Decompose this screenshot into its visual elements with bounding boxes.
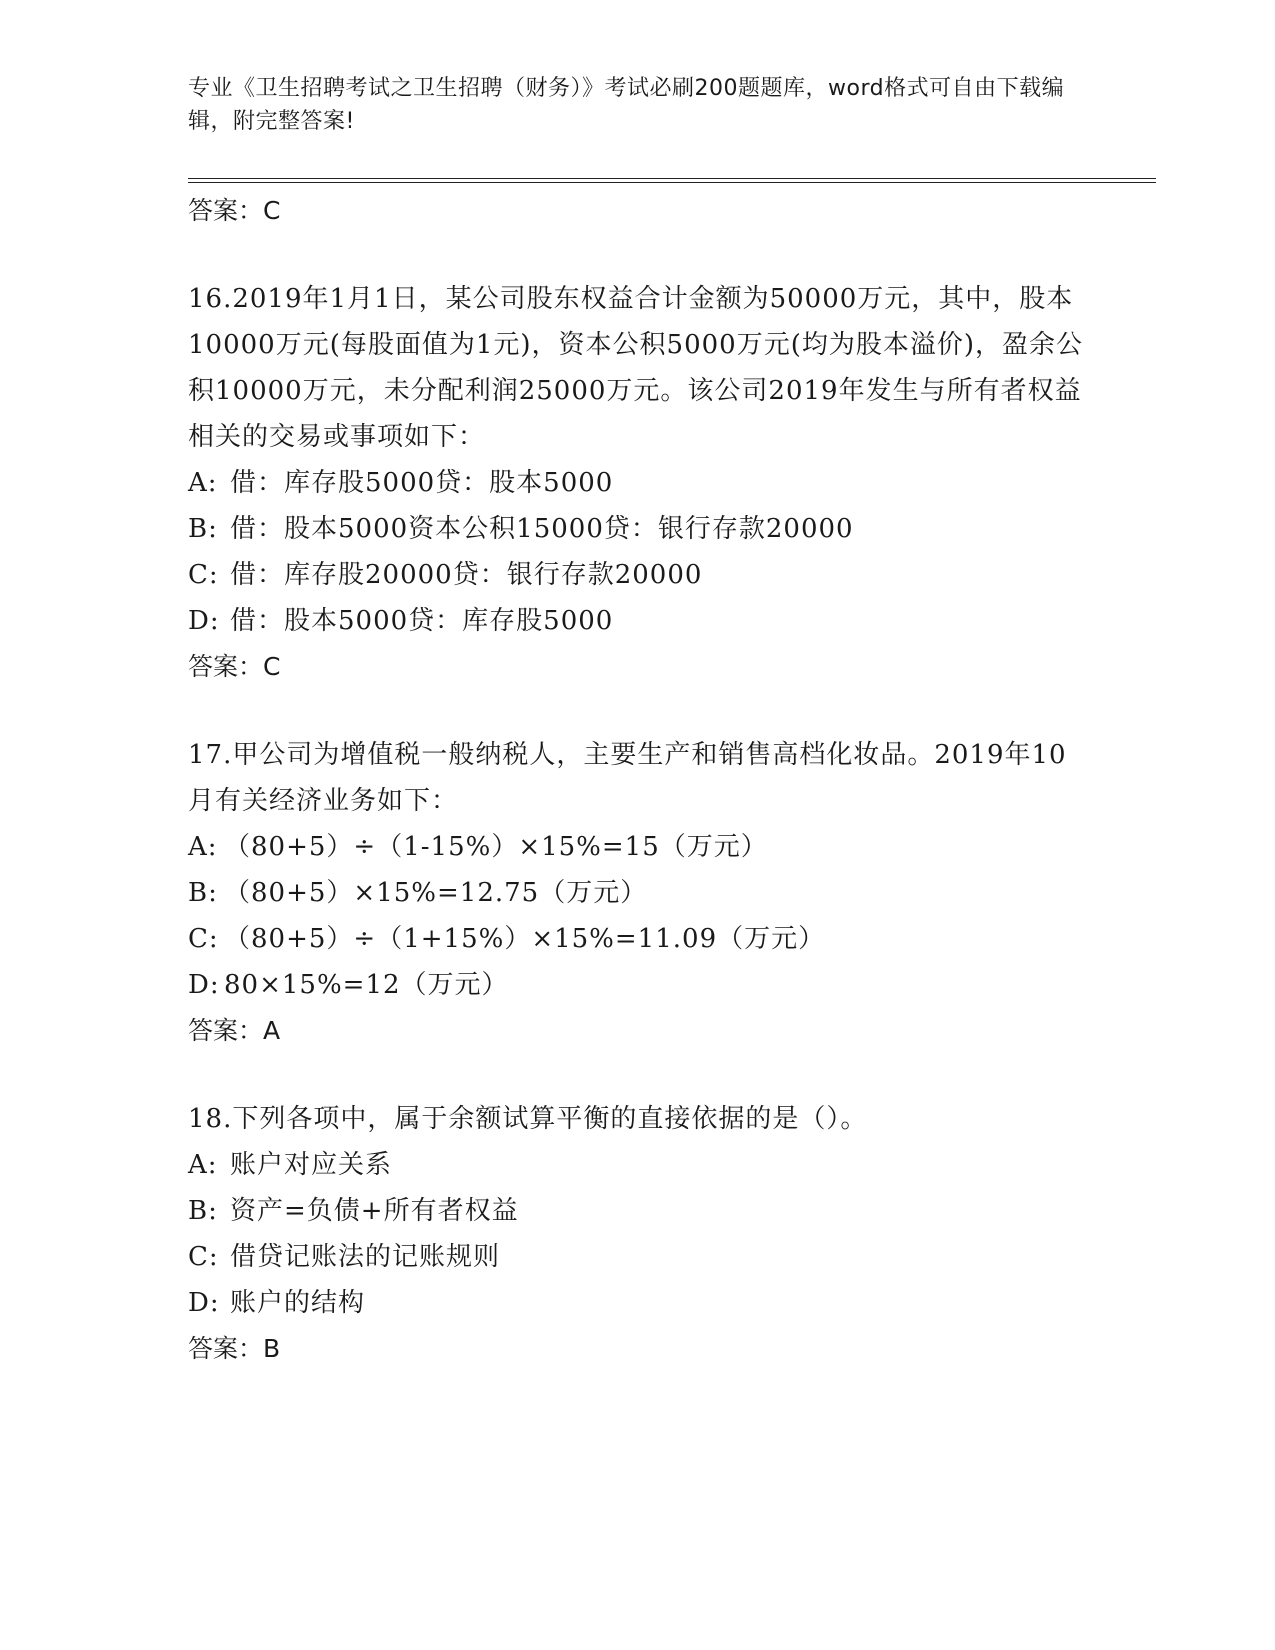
option-c bbox=[188, 552, 1088, 598]
option-label: C: bbox=[188, 1242, 219, 1272]
option-a bbox=[188, 824, 1088, 870]
document-header: 专业《卫生招聘考试之卫生招聘（财务）》考试必刷200题题库，word格式可自由下载编辑，附完整答案! bbox=[188, 76, 1065, 134]
question-list bbox=[188, 188, 1088, 1372]
option-label: B: bbox=[188, 514, 218, 544]
option-label: C: bbox=[188, 924, 219, 954]
option-label: A: bbox=[188, 1150, 218, 1180]
answer-line: 答案：A bbox=[188, 1016, 281, 1045]
option-text: 账户的结构 bbox=[230, 1288, 366, 1318]
answer-line: 答案：B bbox=[188, 1334, 281, 1363]
option-c bbox=[188, 1234, 1088, 1280]
option-c bbox=[188, 916, 1088, 962]
option-label: C: bbox=[188, 560, 219, 590]
option-a bbox=[188, 460, 1088, 506]
header-divider-bottom bbox=[188, 182, 1156, 183]
question-text: 18.下列各项中，属于余额试算平衡的直接依据的是（）。 bbox=[188, 1104, 868, 1134]
option-text: 借：库存股5000贷：股本5000 bbox=[230, 468, 614, 498]
option-label: D: bbox=[188, 606, 220, 636]
question-text: 17.甲公司为增值税一般纳税人，主要生产和销售高档化妆品。2019年10月有关经济业务如下： bbox=[188, 740, 1067, 816]
question-block bbox=[188, 1096, 1088, 1372]
question-block bbox=[188, 732, 1088, 1054]
option-text: （80+5）×15%=12.75（万元） bbox=[224, 878, 648, 908]
option-d bbox=[188, 1280, 1088, 1326]
header-divider-top bbox=[188, 178, 1156, 179]
answer-line: 答案：C bbox=[188, 652, 281, 681]
option-label: A: bbox=[188, 832, 218, 862]
question-block bbox=[188, 276, 1088, 690]
option-text: 借贷记账法的记账规则 bbox=[230, 1242, 501, 1272]
option-text: 借：股本5000贷：库存股5000 bbox=[230, 606, 614, 636]
question-text: 16.2019年1月1日，某公司股东权益合计金额为50000万元，其中，股本10000万元(每股面值为1元)，资本公积5000万元(均为股本溢价)，盈余公积10000万元，未分配利润25000万元。该公司2019年发生与所有者权益相关的交易或事项如下： bbox=[188, 284, 1083, 452]
option-d bbox=[188, 962, 1088, 1008]
option-b bbox=[188, 506, 1088, 552]
option-b bbox=[188, 1188, 1088, 1234]
option-b bbox=[188, 870, 1088, 916]
option-text: 账户对应关系 bbox=[230, 1150, 393, 1180]
answer-line: 答案：C bbox=[188, 196, 281, 225]
option-label: B: bbox=[188, 1196, 218, 1226]
option-text: （80+5）÷（1-15%）×15%=15（万元） bbox=[224, 832, 768, 862]
option-label: B: bbox=[188, 878, 218, 908]
option-text: 借：股本5000资本公积15000贷：银行存款20000 bbox=[230, 514, 854, 544]
option-text: 借：库存股20000贷：银行存款20000 bbox=[230, 560, 703, 590]
option-text: 80×15%=12（万元） bbox=[224, 970, 509, 1000]
option-label: D: bbox=[188, 1288, 220, 1318]
option-a bbox=[188, 1142, 1088, 1188]
option-text: 资产=负债+所有者权益 bbox=[230, 1196, 519, 1226]
option-d bbox=[188, 598, 1088, 644]
option-label: A: bbox=[188, 468, 218, 498]
option-label: D: bbox=[188, 970, 220, 1000]
option-text: （80+5）÷（1+15%）×15%=11.09（万元） bbox=[224, 924, 826, 954]
